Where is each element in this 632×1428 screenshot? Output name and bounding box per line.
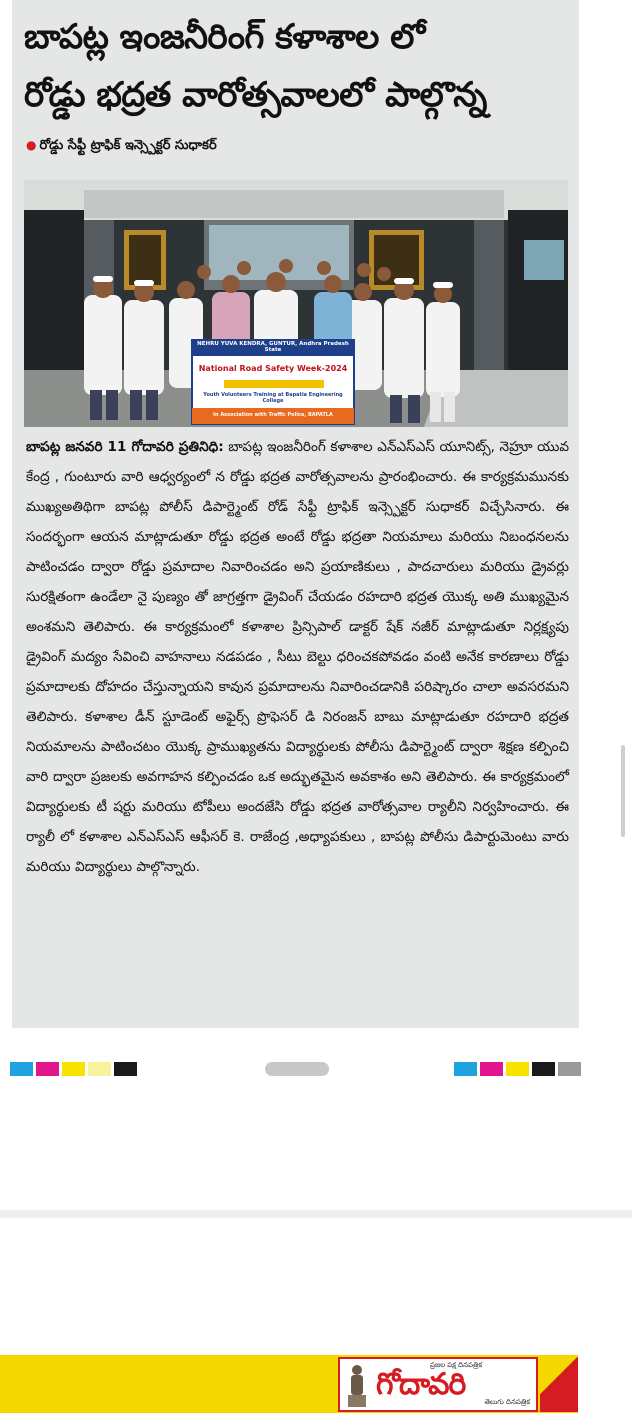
logo-tagline: ప్రజల పక్ష దినపత్రిక [430, 1361, 483, 1369]
color-swatches-right [454, 1062, 584, 1076]
subheadline-text: రోడ్డు సేఫ్టీ ట్రాఫిక్ ఇన్స్పెక్టర్ సుధాకర్ [39, 138, 217, 153]
swatch [62, 1062, 85, 1076]
headline-line-2: రోడ్డు భద్రత వారోత్సవాలలో పాల్గొన్న [24, 75, 487, 115]
color-swatches-left [10, 1062, 140, 1076]
swatch [558, 1062, 581, 1076]
banner-line-2: National Road Safety Week-2024 [198, 364, 348, 373]
swatch [532, 1062, 555, 1076]
subheadline [26, 138, 217, 156]
logo-title: గోదావరి [376, 1367, 466, 1402]
statue-icon [344, 1363, 370, 1409]
news-photo [24, 180, 568, 427]
swatch [88, 1062, 111, 1076]
banner-line-3: Youth Volunteers Training at Bapatla Engineering College [203, 392, 343, 404]
headline-line-1: బాపట్ల ఇంజనీరింగ్ కళాశాల లో [24, 17, 425, 57]
newspaper-logo[interactable] [338, 1357, 538, 1412]
scrollbar-thumb[interactable] [621, 745, 625, 837]
bullet-icon: ● [26, 138, 37, 152]
logo-subtitle: తెలుగు దినపత్రిక [484, 1398, 530, 1406]
page-indicator-pill[interactable] [265, 1062, 329, 1076]
article-panel [12, 0, 579, 1028]
dateline: బాపట్ల జనవరి 11 గోదావరి ప్రతినిధి: [26, 439, 224, 455]
headline [24, 8, 574, 124]
swatch [114, 1062, 137, 1076]
photo-illustration [24, 180, 568, 427]
swatch [454, 1062, 477, 1076]
swatch [10, 1062, 33, 1076]
swatch [506, 1062, 529, 1076]
swatch [36, 1062, 59, 1076]
banner-line-1: NEHRU YUVA KENDRA, GUNTUR, Andhra Pradesh State [197, 341, 349, 353]
article-body [26, 432, 569, 882]
page-divider [0, 1210, 632, 1218]
footer-red-stripe [540, 1357, 578, 1412]
swatch [480, 1062, 503, 1076]
banner-line-4: In Association with Traffic Police, BAPATLA [213, 412, 333, 418]
body-text: బాపట్ల ఇంజనీరింగ్ కళాశాల ఎన్ఎస్ఎస్ యూనిట్స్, నెహ్రూ యువ కేంద్ర , గుంటూరు వారి ఆధ్వర్యంలో న రోడ్డు భద్రత వారోత్సవాలను ప్రారంభించారు. ఈ కార్యక్రమమునకు ముఖ్యఅతిథిగా బాపట్ల పోలీస్ డిపార్ట్మెంట్ రోడ్ సేఫ్టీ ట్రాఫిక్ ఇన్స్పెక్టర్ సుధాకర్ విచ్చేసినారు. ఈ సందర్భంగా ఆయన మాట్లాడుతూ రోడ్డు భద్రత అంటే రోడ్డు భద్రతా నియమాలు మరియు నిబంధనలను పాటించడం ద్వారా రోడ్డు ప్రమాదాల నివారించడం అని ప్రయాణికులు , పాదచారులు మరియు డ్రైవర్లు సురక్షితంగా ఉండేలా నై పుణ్యం తో జాగ్రత్తగా డ్రైవింగ్ చేయడం రహదారి భద్రత యొక్క అతి ముఖ్యమైన అంశమని తెలిపారు. ఈ కార్యక్రమంలో కళాశాల ప్రిన్సిపాల్ డాక్టర్ షేక్ నజీర్ మాట్లాడుతూ నిర్లక్ష్యపు డ్రైవింగ్ మద్యం సేవించి వాహనాలు నడపడం , సీటు బెల్టు ధరించకపోవడం వంటి అనేక కారణాలు రోడ్డు ప్రమాదాలకు దోహదం చేస్తున్నాయని కావున ప్రమాదాలను నివారించడానికి పరిష్కారం చాలా అవసరమని తెలిపారు. కళాశాల డీన్ స్టూడెంట్ అఫైర్స్ ప్రొఫెసర్ డి నిరంజన్ బాబు మాట్లాడుతూ రహదారి భద్రత నియమాలను పాటించటం యొక్క ప్రాముఖ్యతను విద్యార్థులకు పోలీసు డిపార్ట్మెంట్ ద్వారా శిక్షణ కల్పించి వారి ద్వారా ప్రజలకు అవగాహన కల్పించడం ఒక అద్భుతమైన అవకాశం అని తెలిపారు. ఈ కార్యక్రమంలో విద్యార్థులకు టీ షర్టు మరియు టోపీలు అందజేసి రోడ్డు భద్రత వారోత్సవాల ర్యాలీని నిర్వహించారు. ఈ ర్యాలీ లో కళాశాల ఎన్ఎస్ఎస్ ఆఫీసర్ కె. రాజేంద్ర ,అధ్యాపకులు , బాపట్ల పోలీసు డిపార్టుమెంటు వారు మరియు విద్యార్థులు పాల్గొన్నారు. [26, 439, 569, 875]
